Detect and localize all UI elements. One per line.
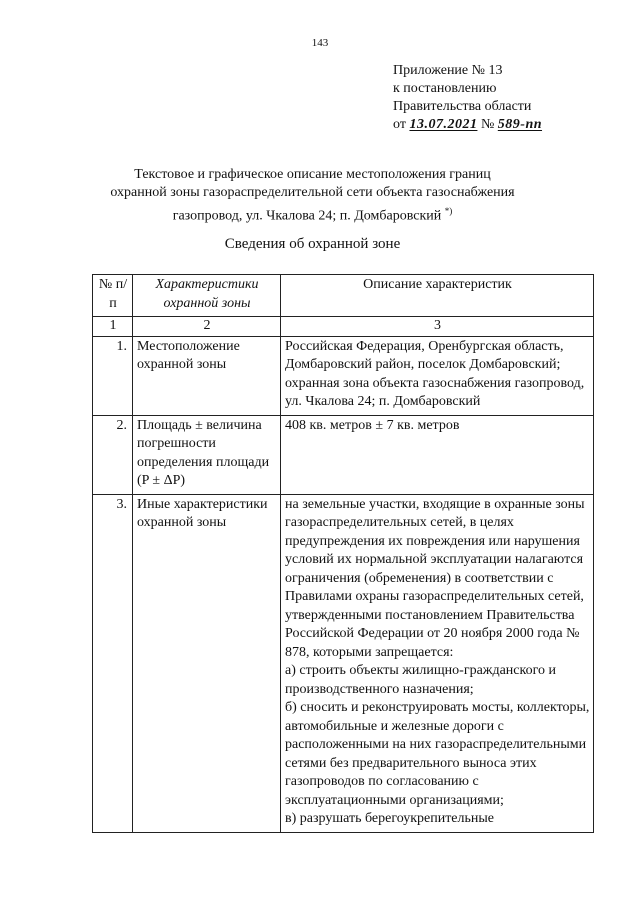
- appendix-date: 13.07.2021: [409, 117, 478, 132]
- row-number: 3.: [93, 494, 133, 832]
- date-prefix: от: [393, 117, 406, 132]
- row-characteristic: Иные характеристики охранной зоны: [133, 494, 281, 832]
- header-characteristics: Характеристики охранной зоны: [133, 275, 281, 317]
- header-description: Описание характеристик: [281, 275, 594, 317]
- table-row: [93, 494, 594, 832]
- title-line: Текстовое и графическое описание местоположения границ: [134, 167, 491, 182]
- row-description: 408 кв. метров ± 7 кв. метров: [281, 415, 594, 494]
- row-characteristic: Местоположение охранной зоны: [133, 336, 281, 415]
- row-characteristic: Площадь ± величина погрешности определения площади (P ± ΔP): [133, 415, 281, 494]
- column-number: 1: [93, 317, 133, 337]
- header-num: № п/п: [93, 275, 133, 317]
- row-number: 2.: [93, 415, 133, 494]
- appendix-line: Приложение № 13: [393, 63, 503, 78]
- column-number: 3: [281, 317, 594, 337]
- row-description: Российская Федерация, Оренбургская область, Домбаровский район, поселок Домбаровский; охранная зона объекта газоснабжения газопровод, ул. Чкалова 24; п. Домбаровский: [281, 336, 594, 415]
- appendix-line: Правительства области: [393, 99, 532, 114]
- table-row: [93, 415, 594, 494]
- title-line: охранной зоны газораспределительной сети объекта газоснабжения: [110, 185, 515, 200]
- document-title: [80, 166, 545, 226]
- zone-table: [92, 274, 594, 833]
- footnote-mark: *): [444, 206, 453, 216]
- page-number: 143: [311, 37, 329, 49]
- row-number: 1.: [93, 336, 133, 415]
- title-line-text: газопровод, ул. Чкалова 24; п. Домбаровский: [172, 208, 442, 224]
- table-row: [93, 336, 594, 415]
- number-sign: №: [480, 117, 495, 132]
- column-number-row: [93, 317, 594, 337]
- appendix-date-line: [393, 116, 542, 134]
- section-subtitle: Сведения об охранной зоне: [224, 236, 401, 252]
- title-line-last: [80, 202, 545, 226]
- column-number: 2: [133, 317, 281, 337]
- appendix-header: [393, 62, 542, 134]
- appendix-number: 589-пп: [497, 117, 543, 132]
- appendix-line: к постановлению: [393, 81, 497, 96]
- row-description-restrictions: на земельные участки, входящие в охранные зоны газораспределительных сетей, в целях предупреждения их повреждения или нарушения условий их нормальной эксплуатации налагаются ограничения (обременения) в соответствии с Правилами охраны газораспределительных сетей, утвержденными постановлением Правительства Российской Федерации от 20 ноября 2000 года № 878, которыми запрещается: а) строить объекты жилищно-гражданского и производственного назначения; б) сносить и реконструировать мосты, коллекторы, автомобильные и железные дороги с расположенными на них газораспределительными сетями без предварительного выноса этих газопроводов по согласованию с эксплуатационными организациями; в) разрушать берегоукрепительные: [281, 494, 594, 832]
- table-header-row: [93, 275, 594, 317]
